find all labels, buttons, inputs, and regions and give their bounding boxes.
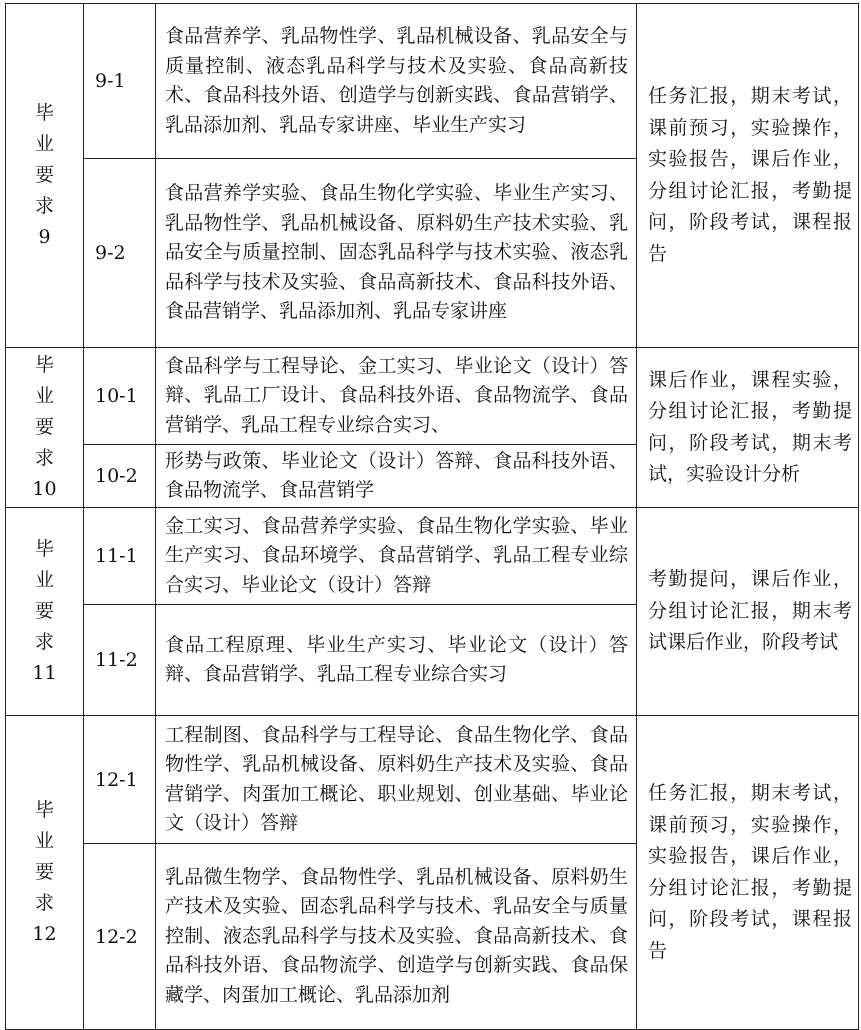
indicator-code: 11-2 xyxy=(84,605,156,716)
course-list: 食品营养学、乳品物性学、乳品机械设备、乳品安全与质量控制、液态乳品科学与技术及实验、食品高新技术、食品科技外语、创造学与创新实践、食品营销学、乳品添加剂、乳品专家讲座、毕业生产实习 xyxy=(156,4,637,159)
requirement-cell-11 xyxy=(6,508,84,716)
requirement-char: 求 xyxy=(34,447,54,469)
course-list: 乳品微生物学、食品物性学、乳品机械设备、原料奶生产技术及实验、固态乳品科学与技术、乳品安全与质量控制、液态乳品科学与技术及实验、食品高新技术、食品科技外语、食品物流学、创造学与创新实践、食品保藏学、肉蛋加工概论、乳品添加剂 xyxy=(156,844,637,1030)
requirement-char: 毕 xyxy=(34,799,54,821)
curriculum-table-wrapper xyxy=(5,3,859,1030)
requirement-char: 毕 xyxy=(34,538,54,560)
course-list: 工程制图、食品科学与工程导论、食品生物化学、食品物性学、乳品机械设备、原料奶生产技术及实验、食品营销学、肉蛋加工概论、职业规划、创业基础、毕业论文（设计）答辩 xyxy=(156,716,637,844)
requirement-char: 业 xyxy=(34,133,54,155)
table-row xyxy=(6,4,859,159)
requirement-cell-12 xyxy=(6,716,84,1030)
table-row xyxy=(6,716,859,844)
table-row xyxy=(6,348,859,445)
requirement-char: 业 xyxy=(34,830,54,852)
course-list: 食品科学与工程导论、金工实习、毕业论文（设计）答辩、乳品工厂设计、食品科技外语、食品物流学、食品营销学、乳品工程专业综合实习、 xyxy=(156,348,637,445)
course-list: 金工实习、食品营养学实验、食品生物化学实验、毕业生产实习、食品环境学、食品营销学、乳品工程专业综合实习、毕业论文（设计）答辩 xyxy=(156,508,637,605)
requirement-char: 业 xyxy=(34,569,54,591)
requirement-char: 毕 xyxy=(34,102,54,124)
assessment-methods: 课后作业，课程实验，分组讨论汇报，考勤提问，阶段考试，期末考试，实验设计分析 xyxy=(637,348,859,508)
requirements-course-table xyxy=(5,3,859,1030)
course-list: 食品营养学实验、食品生物化学实验、毕业生产实习、乳品物性学、乳品机械设备、原料奶生产技术实验、乳品安全与质量控制、固态乳品科学与技术实验、液态乳品科学与技术及实验、食品高新技术、食品科技外语、食品营销学、乳品添加剂、乳品专家讲座 xyxy=(156,159,637,348)
requirement-char: 要 xyxy=(34,861,54,883)
indicator-code: 9-2 xyxy=(84,159,156,348)
course-list: 食品工程原理、毕业生产实习、毕业论文（设计）答辩、食品营销学、乳品工程专业综合实习 xyxy=(156,605,637,716)
indicator-code: 12-1 xyxy=(84,716,156,844)
requirement-cell-10 xyxy=(6,348,84,508)
table-row xyxy=(6,508,859,605)
requirement-char: 要 xyxy=(34,416,54,438)
indicator-code: 11-1 xyxy=(84,508,156,605)
course-list: 形势与政策、毕业论文（设计）答辩、食品科技外语、食品物流学、食品营销学 xyxy=(156,445,637,508)
requirement-number: 9 xyxy=(38,226,51,248)
requirement-number: 11 xyxy=(32,662,57,684)
requirement-char: 求 xyxy=(34,195,54,217)
indicator-code: 10-1 xyxy=(84,348,156,445)
assessment-methods: 任务汇报，期末考试，课前预习，实验操作，实验报告，课后作业，分组讨论汇报，考勤提问，阶段考试，课程报告 xyxy=(637,716,859,1030)
requirement-char: 求 xyxy=(34,892,54,914)
indicator-code: 9-1 xyxy=(84,4,156,159)
requirement-char: 求 xyxy=(34,631,54,653)
assessment-methods: 考勤提问，课后作业，分组讨论汇报，期末考试课后作业，阶段考试 xyxy=(637,508,859,716)
requirement-char: 要 xyxy=(34,600,54,622)
requirement-cell-9 xyxy=(6,4,84,348)
requirement-char: 业 xyxy=(34,385,54,407)
indicator-code: 10-2 xyxy=(84,445,156,508)
requirement-number: 12 xyxy=(32,923,57,945)
requirement-number: 10 xyxy=(32,478,57,500)
indicator-code: 12-2 xyxy=(84,844,156,1030)
requirement-char: 毕 xyxy=(34,354,54,376)
assessment-methods: 任务汇报，期末考试，课前预习，实验操作，实验报告，课后作业，分组讨论汇报，考勤提问，阶段考试，课程报告 xyxy=(637,4,859,348)
requirement-char: 要 xyxy=(34,164,54,186)
